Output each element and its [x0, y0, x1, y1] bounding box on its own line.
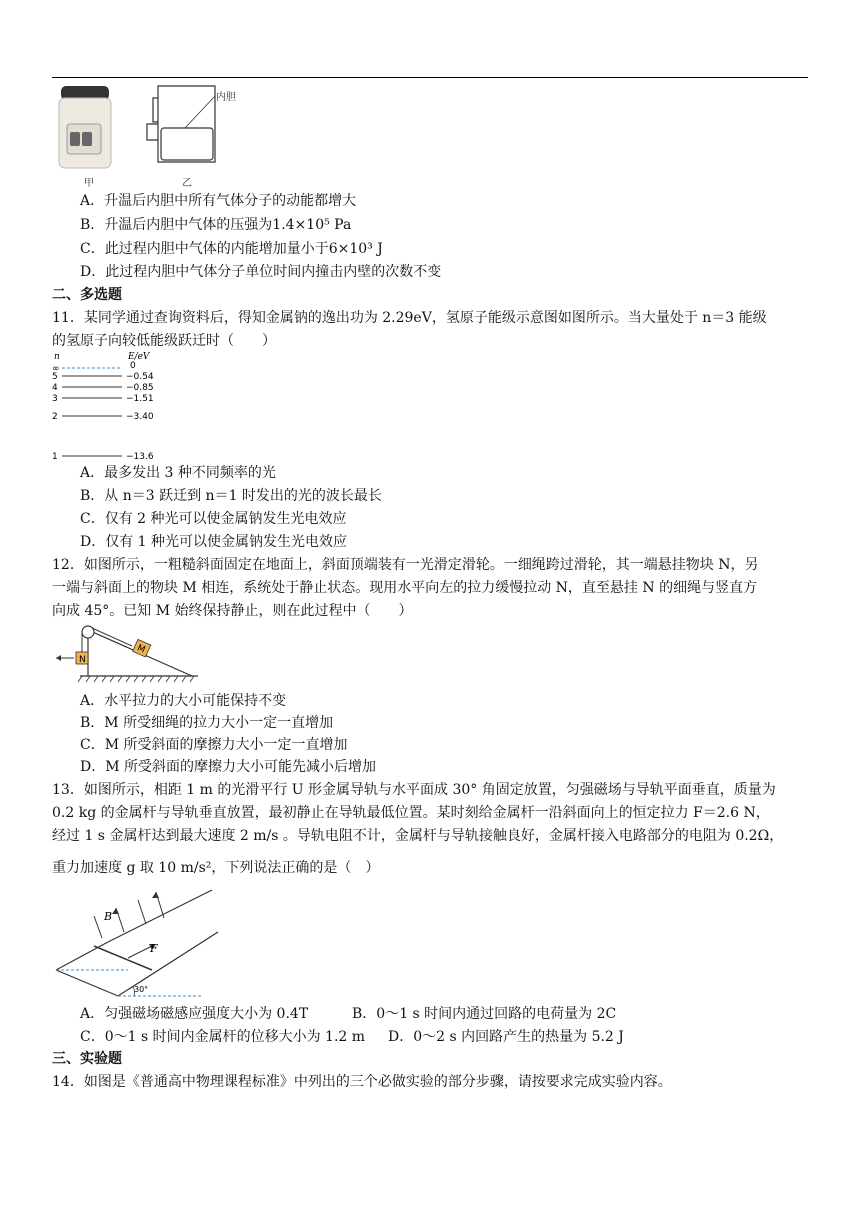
q11-option-b: B．从 n＝3 跃迁到 n＝1 时发出的光的波长最长: [80, 488, 382, 504]
q11-option-d: D．仅有 1 种光可以使金属钠发生光电效应: [80, 534, 348, 550]
level-n-1: 1: [52, 452, 58, 462]
q13-option-c: C．0～1 s 时间内金属杆的位移大小为 1.2 m: [80, 1029, 366, 1045]
level-n-4: 4: [52, 383, 58, 393]
q12-option-c: C．M 所受斜面的摩擦力大小一定一直增加: [80, 737, 348, 753]
q13-stem-line1: 13．如图所示，相距 1 m 的光滑平行 U 形金属导轨与水平面成 30° 角固定放置，匀强磁场与导轨平面垂直，质量为: [52, 782, 776, 798]
figure-label-jia: 甲: [84, 178, 94, 189]
energy-level-diagram: [50, 350, 180, 466]
q11-stem-line2: 的氢原子向较低能级跃迁时（ ）: [52, 333, 276, 349]
q12-stem-line1: 12．如图所示，一粗糙斜面固定在地面上，斜面顶端装有一光滑定滑轮。一细绳跨过滑轮，其一端悬挂物块 N，另: [52, 557, 759, 573]
q10-option-d: D．此过程内胆中气体分子单位时间内撞击内壁的次数不变: [80, 264, 442, 280]
energy-axis-n: n: [54, 352, 60, 362]
section-multiple-choice-title: 二、多选题: [52, 287, 122, 303]
q11-option-a: A．最多发出 3 种不同频率的光: [80, 465, 276, 481]
angle-30-label: 30°: [134, 985, 149, 994]
field-B-label: B: [104, 910, 113, 923]
q12-stem-line2: 一端与斜面上的物块 M 相连，系统处于静止状态。现用水平向左的拉力缓慢拉动 N，直至悬挂 N 的细绳与竖直方: [52, 580, 758, 596]
q10-option-b: B．升温后内胆中气体的压强为1.4×10⁵ Pa: [80, 217, 352, 233]
block-m-label: M: [135, 643, 147, 656]
q14-stem: 14．如图是《普通高中物理课程标准》中列出的三个必做实验的部分步骤，请按要求完成实验内容。: [52, 1074, 672, 1090]
figure-label-yi: 乙: [182, 178, 192, 189]
q12-option-b: B．M 所受细绳的拉力大小一定一直增加: [80, 715, 334, 731]
block-n-label: N: [79, 655, 86, 665]
q10-option-a: A．升温后内胆中所有气体分子的动能都增大: [80, 193, 357, 209]
q11-option-c: C．仅有 2 种光可以使金属钠发生光电效应: [80, 511, 347, 527]
q12-stem-line3: 向成 45°。已知 M 始终保持静止，则在此过程中（ ）: [52, 603, 413, 619]
q11-stem-line1: 11．某同学通过查询资料后，得知金属钠的逸出功为 2.29eV，氢原子能级示意图如图所示。当大量处于 n＝3 能级: [52, 310, 767, 326]
inclined-rails-figure: [52, 886, 227, 1004]
q13-stem-line3: 经过 1 s 金属杆达到最大速度 2 m/s 。导轨电阻不计，金属杆与导轨接触良好，金属杆接入电路部分的电阻为 0.2Ω，: [52, 828, 784, 844]
q12-option-d: D．M 所受斜面的摩擦力大小可能先减小后增加: [80, 759, 377, 775]
section-experiment-title: 三、实验题: [52, 1051, 122, 1067]
level-E-5: −0.54: [126, 372, 154, 382]
level-n-3: 3: [52, 394, 58, 404]
level-n-2: 2: [52, 412, 58, 422]
q12-option-a: A．水平拉力的大小可能保持不变: [80, 693, 287, 709]
level-E-1: −13.6: [126, 452, 154, 462]
incline-pulley-figure: [52, 622, 202, 688]
level-n-5: 5: [52, 372, 58, 382]
level-E-2: −3.40: [126, 412, 154, 422]
force-F-label: F: [150, 942, 158, 955]
energy-axis-E: E/eV: [128, 352, 150, 362]
q13-stem-line4: 重力加速度 g 取 10 m/s²，下列说法正确的是（ ）: [52, 860, 380, 876]
q13-option-b: B．0～1 s 时间内通过回路的电荷量为 2C: [352, 1006, 617, 1022]
q13-option-d: D．0～2 s 内回路产生的热量为 5.2 J: [388, 1029, 624, 1045]
level-E-3: −1.51: [126, 394, 154, 404]
header-rule: [52, 77, 808, 78]
level-n-inf: ∞: [52, 364, 60, 374]
q13-stem-line2: 0.2 kg 的金属杆与导轨垂直放置，最初静止在导轨最低位置。某时刻给金属杆一沿斜面向上的恒定拉力 F＝2.6 N，: [52, 805, 770, 821]
figure-label-neidan: 内胆: [216, 92, 236, 103]
level-E-inf: 0: [130, 361, 136, 371]
q13-option-a: A．匀强磁场磁感应强度大小为 0.4T: [80, 1006, 309, 1022]
q10-option-c: C．此过程内胆中气体的内能增加量小于6×10³ J: [80, 241, 383, 257]
level-E-4: −0.85: [126, 383, 154, 393]
